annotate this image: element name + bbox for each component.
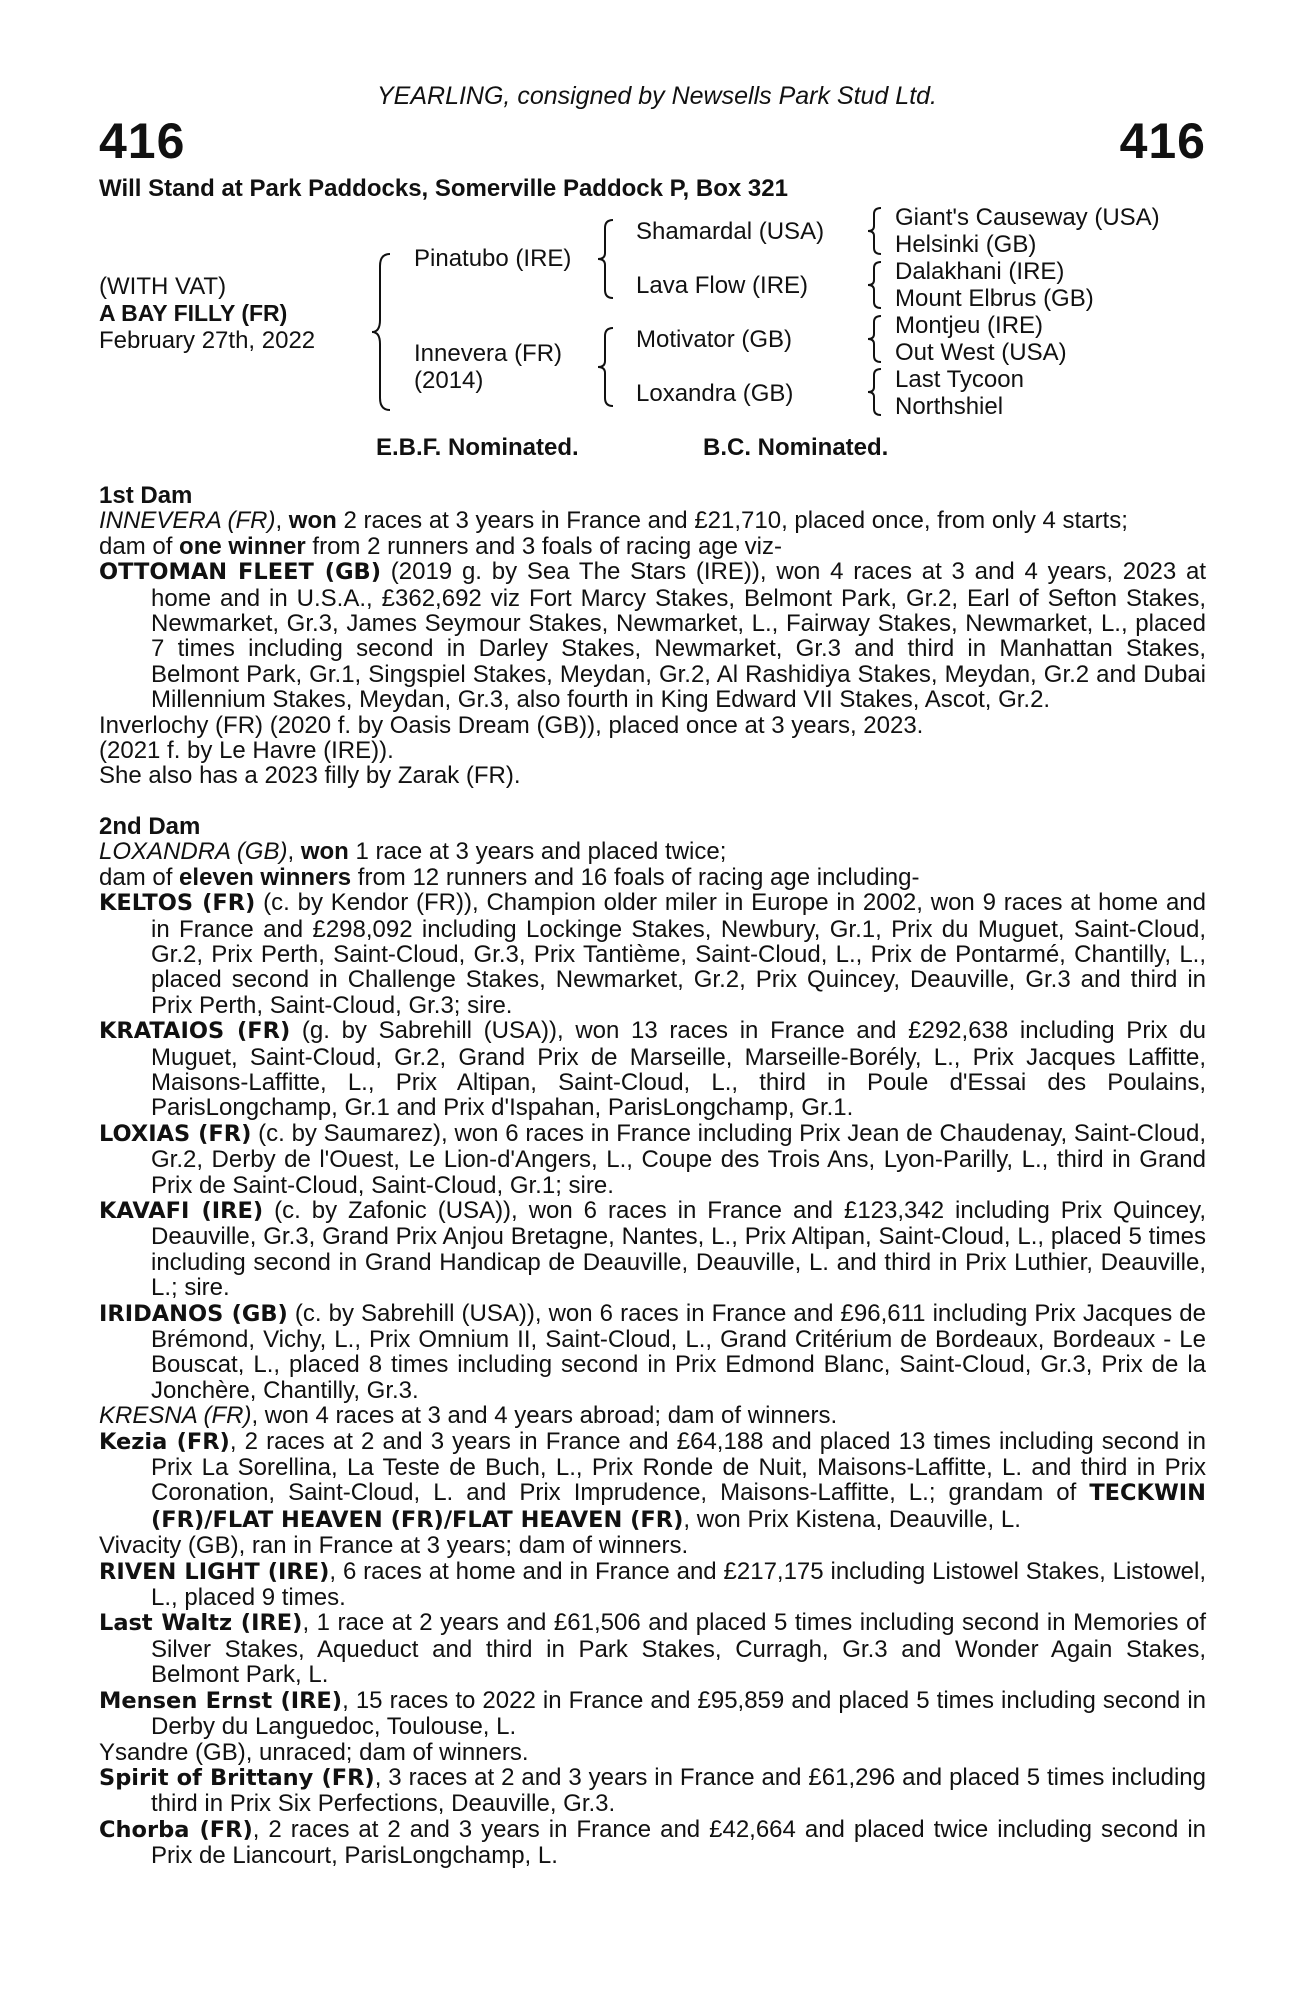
produce-ysandre: Ysandre (GB), unraced; dam of winners. (99, 1738, 529, 1766)
horse-name: Last Waltz (IRE) (99, 1610, 303, 1637)
dam-year: (2014) (414, 367, 484, 394)
grandparent-1: Giant's Causeway (USA) (895, 204, 1160, 231)
grandparent-2: Helsinki (GB) (895, 231, 1037, 258)
grandparent-5: Montjeu (IRE) (895, 312, 1044, 339)
foals-text: from 2 runners and 3 foals of racing age viz- (305, 532, 782, 560)
horse-record: (c. by Sabrehill (USA)), won 6 races in France and £96,611 including Prix Jacques de Brémond, Vichy, L., Prix Omnium II, Saint-Cloud, L., Grand Critérium de Bordeaux, Bordeaux - Le Bouscat, L., placed 8 times including second in Prix Edmond Blanc, Saint-Cloud, Gr.3, Prix de la Jonchère, Chantilly, Gr.3. (151, 1299, 1207, 1404)
produce-chorba (99, 1817, 1206, 1869)
produce-kavafi (99, 1198, 1206, 1301)
lot-title: A BAY FILLY (FR) (99, 300, 288, 326)
lot-number-left: 416 (99, 113, 186, 169)
grandchild-record: , won Prix Kistena, Deauville, L. (683, 1505, 1021, 1533)
horse-name: Kezia (FR) (99, 1428, 230, 1455)
second-dam-record: LOXANDRA (GB), won 1 race at 3 years and placed twice; (99, 838, 727, 866)
grandparent-6: Out West (USA) (895, 339, 1067, 366)
produce-inverlochy: Inverlochy (FR) (2020 f. by Oasis Dream (GB)), placed once at 3 years, 2023. (99, 711, 924, 739)
first-dam-name: INNEVERA (FR) (99, 507, 276, 535)
produce-vivacity: Vivacity (GB), ran in France at 3 years; dam of winners. (99, 1532, 689, 1560)
horse-name: LOXIAS (FR) (99, 1120, 252, 1147)
horse-name: Mensen Ernst (IRE) (99, 1687, 343, 1714)
produce-last-waltz (99, 1610, 1206, 1687)
horse-name: KAVAFI (IRE) (99, 1197, 264, 1224)
lot-number-right: 416 (1119, 113, 1206, 169)
winners-count: eleven winners (179, 863, 352, 891)
horse-record: (c. by Zafonic (USA)), won 6 races in France and £123,342 including Prix Quincey, Deauville, Gr.3, Grand Prix Anjou Bretagne, Nantes, L., Prix Altipan, Saint-Cloud, L., placed 5 times including second in Grand Handicap de Deauville, Deauville, L. and third in Prix Luthier, Deauville, L.; sire. (151, 1196, 1206, 1302)
produce-keltos (99, 890, 1206, 1018)
horse-name: OTTOMAN FLEET (GB) (99, 559, 381, 586)
horse-name: RIVEN LIGHT (IRE) (99, 1558, 330, 1585)
catalogue-body (99, 483, 1206, 1869)
ebf-nomination: E.B.F. Nominated. (376, 434, 579, 461)
pedigree-brace-main (370, 252, 394, 412)
produce-ottoman-fleet (99, 559, 1206, 712)
produce-krataios (99, 1018, 1206, 1121)
horse-record: , 2 races at 2 and 3 years in France and £64,188 and placed 13 times including second in Prix La Sorellina, La Teste de Buch, L., Prix Ronde de Nuit, Maisons-Laffitte, L. and third in Prix Coronation, Saint-Cloud, L. and Prix Imprudence, Maisons-Laffitte, L.; grandam of (151, 1427, 1206, 1507)
horse-record: , 3 races at 2 and 3 years in France and £61,296 and placed 5 times including third in Prix Six Perfections, Deauville, Gr.3. (151, 1763, 1206, 1818)
second-dam-name: LOXANDRA (GB) (99, 838, 288, 866)
second-dam-heading: 2nd Dam (99, 812, 201, 840)
horse-name: KELTOS (FR) (99, 890, 256, 917)
consignment-line: YEARLING, consigned by Newsells Park Stud Ltd. (377, 82, 937, 110)
horse-record: (c. by Saumarez), won 6 races in France including Prix Jean de Chaudenay, Saint-Cloud, Gr.2, Derby de l'Ouest, Le Lion-d'Angers, L., Coupe des Trois Ans, Lyon-Parilly, L., third in Grand Prix de Saint-Cloud, Saint-Cloud, Gr.1; sire. (151, 1119, 1206, 1199)
grandparent-4: Mount Elbrus (GB) (895, 285, 1094, 312)
horse-name: Spirit of Brittany (FR) (99, 1764, 375, 1791)
first-dam-heading: 1st Dam (99, 482, 193, 509)
produce-iridanos (99, 1301, 1206, 1404)
dam-sire: Motivator (GB) (636, 326, 793, 353)
grandparent-7: Last Tycoon (895, 366, 1024, 393)
winners-count: one winner (179, 532, 306, 560)
grandparent-8: Northshiel (895, 393, 1004, 420)
produce-riven-light (99, 1559, 1206, 1611)
bc-nomination: B.C. Nominated. (703, 434, 889, 461)
horse-name: IRIDANOS (GB) (99, 1300, 288, 1327)
first-dam-record: INNEVERA (FR), won 2 races at 3 years in France and £21,710, placed once, from only 4 starts; (99, 507, 1128, 535)
dam-of-label: dam of (99, 863, 180, 891)
sire-sire: Shamardal (USA) (636, 218, 825, 245)
won-label: won (300, 838, 349, 866)
sire-dam: Lava Flow (IRE) (636, 272, 809, 299)
vat-note: (WITH VAT) (99, 273, 227, 300)
second-dam-produce-summary (99, 865, 1206, 890)
stand-location: Will Stand at Park Paddocks, Somerville Paddock P, Box 321 (99, 175, 788, 202)
pedigree-brace-g4 (866, 367, 884, 417)
produce-spirit-of-brittany (99, 1765, 1206, 1817)
pedigree-brace-g2 (866, 260, 884, 310)
produce-2023: She also has a 2023 filly by Zarak (FR). (99, 762, 521, 790)
horse-record: (g. by Sabrehill (USA)), won 13 races in France and £292,638 including Prix du Muguet, Saint-Cloud, Gr.2, Grand Prix de Marseille, Marseille-Borély, L., Prix Jacques Laffitte, Maisons-Laffitte, L., Prix Altipan, Saint-Cloud, L., third in Poule d'Essai des Poulains, ParisLongchamp, Gr.1 and Prix d'Ispahan, ParisLongchamp, Gr.1. (151, 1017, 1206, 1122)
foaling-date: February 27th, 2022 (99, 327, 316, 354)
pedigree-brace-sire (596, 218, 616, 300)
horse-record: (2019 g. by Sea The Stars (IRE)), won 4 races at 3 and 4 years, 2023 at home and in U.S.A., £362,692 viz Fort Marcy Stakes, Belmont Park, Gr.2, Earl of Sefton Stakes, Newmarket, Gr.3, James Seymour Stakes, Newmarket, L., Fairway Stakes, Newmarket, L., placed 7 times including second in Darley Stakes, Newmarket, Gr.3 and third in Manhattan Stakes, Belmont Park, Gr.1, Singspiel Stakes, Meydan, Gr.2, Al Rashidiya Stakes, Meydan, Gr.2 and Dubai Millennium Stakes, Meydan, Gr.3, also fourth in King Edward VII Stakes, Ascot, Gr.2. (151, 558, 1206, 714)
horse-record: (c. by Kendor (FR)), Champion older miler in Europe in 2002, won 9 races at home and in France and £298,092 including Lockinge Stakes, Newbury, Gr.1, Prix du Muguet, Saint-Cloud, Gr.2, Prix Perth, Saint-Cloud, Gr.3, Prix Tantième, Saint-Cloud, L., Prix de Pontarmé, Chantilly, L., placed second in Challenge Stakes, Newmarket, Gr.2, Prix Quincey, Deauville, Gr.3 and third in Prix Perth, Saint-Cloud, Gr.3; sire. (151, 889, 1206, 1019)
first-dam-produce-summary (99, 534, 1206, 559)
horse-record: , 2 races at 2 and 3 years in France and £42,664 and placed twice including second in Prix de Liancourt, ParisLongchamp, L. (151, 1815, 1207, 1870)
pedigree-brace-g3 (866, 314, 884, 364)
pedigree-brace-g1 (866, 206, 884, 256)
pedigree-brace-dam (596, 326, 616, 408)
second-dam-record-text: 1 race at 3 years and placed twice; (348, 838, 727, 866)
produce-2021: (2021 f. by Le Havre (IRE)). (99, 737, 394, 765)
produce-loxias (99, 1121, 1206, 1198)
horse-name: KRATAIOS (FR) (99, 1018, 291, 1045)
produce-kezia (99, 1429, 1206, 1534)
horse-name: KRESNA (FR) (99, 1402, 252, 1430)
horse-record: , 1 race at 2 years and £61,506 and placed 5 times including second in Memories of Silver Stakes, Aqueduct and third in Park Stakes, Curragh, Gr.3 and Wonder Again Stakes, Belmont Park, L. (151, 1609, 1206, 1689)
horse-record: , won 4 races at 3 and 4 years abroad; dam of winners. (251, 1402, 838, 1430)
won-label: won (288, 507, 337, 535)
grandparent-3: Dalakhani (IRE) (895, 258, 1065, 285)
dam-dam: Loxandra (GB) (636, 380, 794, 407)
grandchild-name: TECKWIN (FR)/FLAT HEAVEN (FR)/FLAT HEAVEN (FR) (151, 1480, 1206, 1533)
sire: Pinatubo (IRE) (414, 245, 572, 272)
dam: Innevera (FR) (414, 340, 563, 367)
horse-record: , 6 races at home and in France and £217,175 including Listowel Stakes, Listowel, L., placed 9 times. (151, 1557, 1206, 1612)
produce-kresna (99, 1403, 1206, 1428)
produce-mensen-ernst (99, 1688, 1206, 1740)
first-dam-record-text: 2 races at 3 years in France and £21,710, placed once, from only 4 starts; (336, 507, 1128, 535)
dam-of-label: dam of (99, 532, 180, 560)
foals-text: from 12 runners and 16 foals of racing age including- (351, 863, 920, 891)
horse-record: , 15 races to 2022 in France and £95,859 and placed 5 times including second in Derby du Languedoc, Toulouse, L. (151, 1686, 1206, 1741)
horse-name: Chorba (FR) (99, 1816, 253, 1843)
